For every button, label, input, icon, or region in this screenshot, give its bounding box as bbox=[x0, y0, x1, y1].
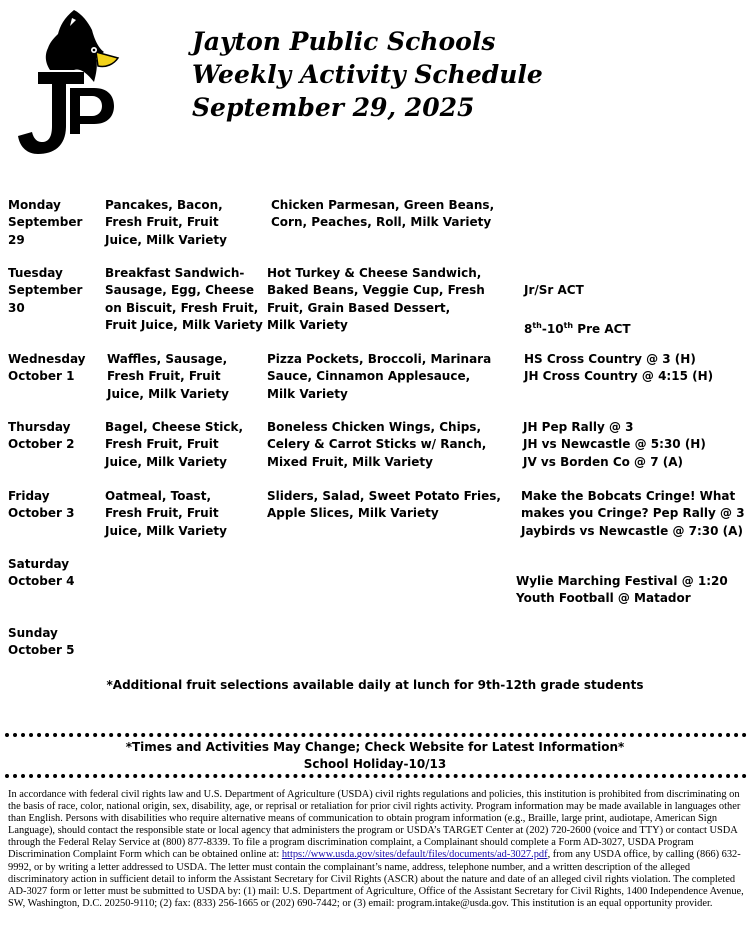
nondiscrimination-statement: In accordance with federal civil rights law and U.S. Department of Agriculture (USDA) civil rights regulations and policies, this institution is prohibited from discriminating on the basis of race, color, national origin, sex, disability, age, or reprisal or retaliation for prior civil rights activity. Program information may be made available in languages other than English. Persons with disabilities who require alternative means of communication to obtain program information (e.g., Braille, large print, audiotape, American Sign Language), should contact the responsible state or local agency that administers the program or USDA’s TARGET Center at (202) 720-2600 (voice and TTY) or contact USDA through the Federal Relay Service at (800) 877-8339. To file a program discrimination complaint, a Complainant should complete a Form AD-3027, USDA Program Discrimination Complaint Form which can be obtained online at: https://www.usda.gov/sites/default/files/documents/ad-3027.pdf, from any USDA office, by calling (866) 632-9992, or by writing a letter addressed to USDA. The letter must contain the complainant’s name, address, telephone number, and a written description of the alleged discriminatory action in sufficient detail to inform the Assistant Secretary for Civil Rights (ASCR) about the nature and date of an alleged civil rights violation. The completed AD-3027 form or letter must be submitted to USDA by: (1) mail: U.S. Department of Agriculture, Office of the Assistant Secretary for Civil Rights, 1400 Independence Avenue, SW, Washington, D.C. 20250-9110; (2) fax: (833) 256-1665 or (202) 690-7442; or (3) email: program.intake@usda.gov. This institution is an equal opportunity provider. bbox=[8, 789, 744, 909]
lunch-friday: Sliders, Salad, Sweet Potato Fries, Apple Slices, Milk Variety bbox=[267, 489, 501, 521]
lunch-thursday: Boneless Chicken Wings, Chips, Celery & Carrot Sticks w/ Ranch, Mixed Fruit, Milk Variety bbox=[267, 420, 487, 469]
bird-beak-icon bbox=[96, 52, 118, 67]
breakfast-thursday: Bagel, Cheese Stick, Fresh Fruit, Fruit Juice, Milk Variety bbox=[105, 420, 244, 469]
activities-wednesday: HS Cross Country @ 3 (H) JH Cross Country @ 4:15 (H) bbox=[524, 352, 714, 384]
breakfast-friday: Oatmeal, Toast, Fresh Fruit, Fruit Juice, Milk Variety bbox=[105, 489, 227, 538]
activities-tuesday bbox=[524, 265, 750, 338]
lunch-tuesday: Hot Turkey & Cheese Sandwich, Baked Beans, Veggie Cup, Fresh Fruit, Grain Based Dessert, Milk Variety bbox=[267, 266, 485, 332]
activity-pre-act: 8th-10th Pre ACT bbox=[524, 320, 631, 336]
banner-school-holiday: School Holiday-10/13 bbox=[303, 757, 447, 771]
fruit-note: *Additional fruit selections available daily at lunch for 9th-12th grade students bbox=[106, 678, 644, 692]
schedule-title: Weekly Activity Schedule bbox=[192, 60, 543, 89]
day-label-tuesday: Tuesday September 30 bbox=[8, 266, 83, 315]
day-label-sunday: Sunday October 5 bbox=[8, 626, 75, 658]
breakfast-monday: Pancakes, Bacon, Fresh Fruit, Fruit Juice, Milk Variety bbox=[105, 198, 227, 247]
day-label-thursday: Thursday October 2 bbox=[8, 420, 75, 452]
lunch-wednesday: Pizza Pockets, Broccoli, Marinara Sauce, Cinnamon Applesauce, Milk Variety bbox=[267, 352, 492, 401]
breakfast-tuesday: Breakfast Sandwich- Sausage, Egg, Cheese on Biscuit, Fresh Fruit, Fruit Juice, Milk Variety bbox=[105, 266, 263, 332]
activities-saturday: Wylie Marching Festival @ 1:20 Youth Football @ Matador bbox=[516, 574, 728, 606]
banner-times-may-change: *Times and Activities May Change; Check Website for Latest Information* bbox=[125, 740, 625, 754]
divider-top bbox=[5, 733, 747, 737]
schedule-date: September 29, 2025 bbox=[192, 93, 475, 122]
day-label-saturday: Saturday October 4 bbox=[8, 557, 75, 589]
school-name: Jayton Public Schools bbox=[192, 27, 496, 56]
breakfast-wednesday: Waffles, Sausage, Fresh Fruit, Fruit Juice, Milk Variety bbox=[107, 352, 229, 401]
day-label-wednesday: Wednesday October 1 bbox=[8, 352, 86, 384]
lunch-monday: Chicken Parmesan, Green Beans, Corn, Peaches, Roll, Milk Variety bbox=[271, 198, 495, 230]
activities-thursday: JH Pep Rally @ 3 JH vs Newcastle @ 5:30 (H) JV vs Borden Co @ 7 (A) bbox=[523, 420, 706, 469]
divider-bottom bbox=[5, 774, 747, 778]
day-label-friday: Friday October 3 bbox=[8, 489, 75, 521]
day-label-monday: Monday September 29 bbox=[8, 198, 83, 247]
usda-form-link[interactable]: https://www.usda.gov/sites/default/files/documents/ad-3027.pdf bbox=[281, 849, 548, 861]
school-logo bbox=[14, 8, 126, 158]
activities-friday: Make the Bobcats Cringe! What makes you Cringe? Pep Rally @ 3 Jaybirds vs Newcastle @ 7:30 (A) bbox=[521, 489, 745, 538]
activity-jr-sr-act: Jr/Sr ACT bbox=[524, 283, 584, 298]
